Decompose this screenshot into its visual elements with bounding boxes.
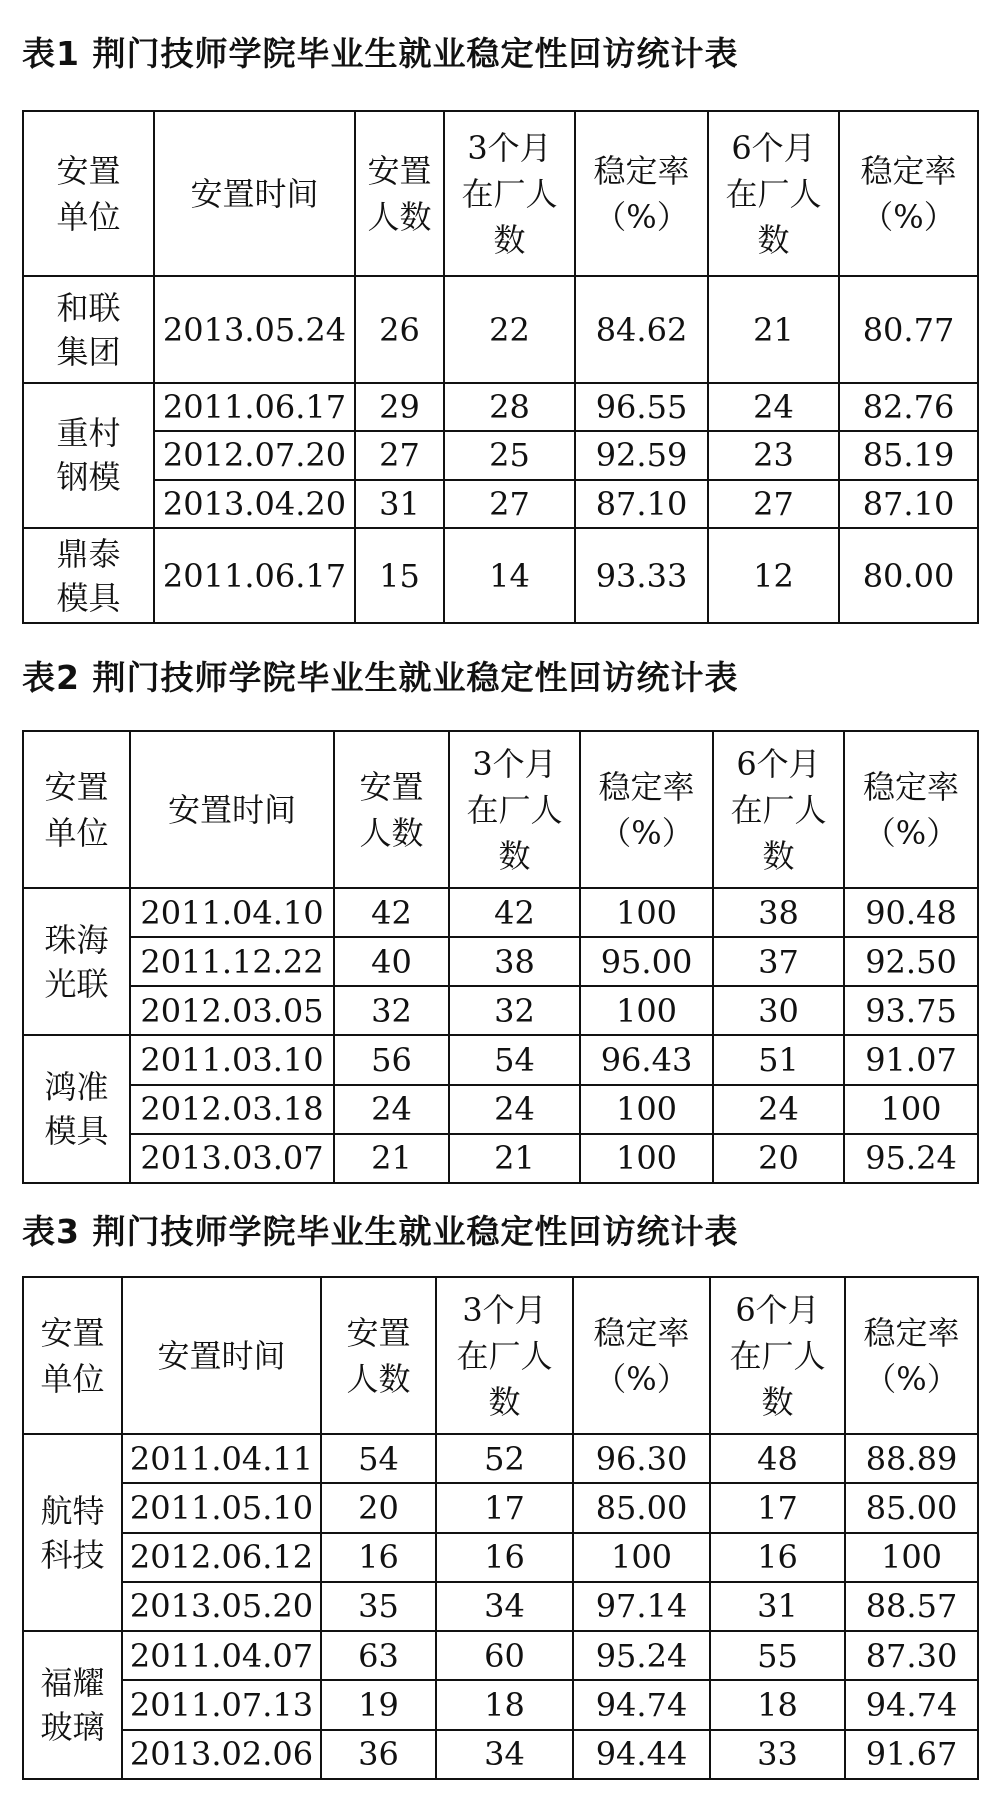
unit-cell — [23, 888, 130, 1035]
time-cell: 2012.03.18 — [130, 1085, 334, 1134]
header-3-month-count-text: 3个月在厂人数 — [456, 1290, 553, 1421]
unit-text: 鸿准模具 — [44, 1068, 109, 1151]
3-month-count-cell: 42 — [449, 888, 580, 937]
unit-cell — [23, 1035, 130, 1182]
6-month-rate-cell: 91.07 — [844, 1035, 978, 1084]
header-6-month-rate-text: 稳定率（%） — [863, 1313, 960, 1398]
3-month-count-cell: 34 — [436, 1730, 573, 1779]
header-count — [355, 111, 444, 276]
6-month-rate-cell: 100 — [845, 1533, 978, 1582]
header-6-month-count — [710, 1277, 845, 1434]
3-month-rate-cell: 100 — [580, 888, 713, 937]
3-month-rate-cell: 94.74 — [573, 1680, 710, 1729]
6-month-count-cell: 16 — [710, 1533, 845, 1582]
3-month-count-cell: 38 — [449, 937, 580, 986]
header-3-month-count-text: 3个月在厂人数 — [461, 128, 558, 259]
header-3-month-rate — [580, 731, 713, 888]
header-3-month-rate-text: 稳定率（%） — [593, 151, 690, 236]
6-month-count-cell: 24 — [713, 1085, 844, 1134]
6-month-rate-cell: 91.67 — [845, 1730, 978, 1779]
unit-cell — [23, 528, 154, 623]
header-6-month-count-text: 6个月在厂人数 — [725, 128, 822, 259]
3-month-rate-cell: 100 — [580, 1134, 713, 1183]
table-row — [23, 276, 978, 382]
count-cell: 54 — [321, 1434, 436, 1483]
count-cell: 29 — [355, 383, 444, 431]
table-1-caption: 表1 荆门技师学院毕业生就业稳定性回访统计表 — [22, 34, 739, 73]
time-cell: 2013.03.07 — [130, 1134, 334, 1183]
table-1 — [22, 110, 979, 624]
header-3-month-count — [444, 111, 575, 276]
header-count-text: 安置人数 — [367, 151, 432, 236]
header-6-month-count-text: 6个月在厂人数 — [729, 1290, 826, 1421]
3-month-count-cell: 52 — [436, 1434, 573, 1483]
time-cell: 2011.03.10 — [130, 1035, 334, 1084]
time-cell: 2012.06.12 — [122, 1533, 321, 1582]
table-row — [23, 480, 978, 528]
header-3-month-count — [449, 731, 580, 888]
table-2 — [22, 730, 979, 1184]
header-unit-text: 安置单位 — [44, 767, 109, 852]
header-3-month-count-text: 3个月在厂人数 — [466, 744, 563, 875]
header-unit-text: 安置单位 — [56, 151, 121, 236]
header-6-month-rate — [839, 111, 978, 276]
3-month-count-cell: 27 — [444, 480, 575, 528]
header-3-month-rate-text: 稳定率（%） — [593, 1313, 690, 1398]
6-month-count-cell: 17 — [710, 1483, 845, 1532]
header-6-month-rate-text: 稳定率（%） — [862, 767, 959, 852]
time-cell: 2013.02.06 — [122, 1730, 321, 1779]
count-cell: 15 — [355, 528, 444, 623]
table-row — [23, 1483, 978, 1532]
unit-cell — [23, 383, 154, 528]
3-month-rate-cell: 100 — [573, 1533, 710, 1582]
header-unit-text: 安置单位 — [40, 1313, 105, 1398]
6-month-count-cell: 51 — [713, 1035, 844, 1084]
6-month-count-cell: 20 — [713, 1134, 844, 1183]
3-month-count-cell: 16 — [436, 1533, 573, 1582]
count-cell: 35 — [321, 1582, 436, 1631]
header-count-text: 安置人数 — [346, 1313, 411, 1398]
unit-cell — [23, 276, 154, 382]
6-month-rate-cell: 80.00 — [839, 528, 978, 623]
table-row — [23, 1085, 978, 1134]
6-month-count-cell: 48 — [710, 1434, 845, 1483]
count-cell: 63 — [321, 1631, 436, 1680]
6-month-rate-cell: 90.48 — [844, 888, 978, 937]
header-6-month-count — [708, 111, 839, 276]
3-month-rate-cell: 95.24 — [573, 1631, 710, 1680]
header-row — [23, 111, 978, 276]
6-month-count-cell: 31 — [710, 1582, 845, 1631]
3-month-rate-cell: 92.59 — [575, 431, 708, 479]
6-month-count-cell: 37 — [713, 937, 844, 986]
unit-text: 和联集团 — [56, 288, 121, 371]
header-count — [321, 1277, 436, 1434]
6-month-rate-cell: 100 — [844, 1085, 978, 1134]
6-month-count-cell: 21 — [708, 276, 839, 382]
count-cell: 32 — [334, 986, 449, 1035]
6-month-rate-cell: 80.77 — [839, 276, 978, 382]
table-row — [23, 888, 978, 937]
time-cell: 2011.04.07 — [122, 1631, 321, 1680]
6-month-rate-cell: 88.57 — [845, 1582, 978, 1631]
count-cell: 21 — [334, 1134, 449, 1183]
header-6-month-rate — [845, 1277, 978, 1434]
table-3-caption: 表3 荆门技师学院毕业生就业稳定性回访统计表 — [22, 1212, 739, 1251]
count-cell: 16 — [321, 1533, 436, 1582]
table-row — [23, 431, 978, 479]
header-time: 安置时间 — [130, 731, 334, 888]
table-3 — [22, 1276, 979, 1780]
3-month-count-cell: 14 — [444, 528, 575, 623]
table-row — [23, 383, 978, 431]
3-month-count-cell: 18 — [436, 1680, 573, 1729]
time-cell: 2011.06.17 — [154, 383, 355, 431]
unit-text: 重村钢模 — [56, 414, 121, 497]
time-cell: 2011.07.13 — [122, 1680, 321, 1729]
3-month-rate-cell: 97.14 — [573, 1582, 710, 1631]
header-time: 安置时间 — [122, 1277, 321, 1434]
unit-text: 鼎泰模具 — [56, 534, 121, 617]
6-month-rate-cell: 88.89 — [845, 1434, 978, 1483]
header-3-month-rate — [573, 1277, 710, 1434]
3-month-rate-cell: 95.00 — [580, 937, 713, 986]
time-cell: 2011.06.17 — [154, 528, 355, 623]
3-month-count-cell: 32 — [449, 986, 580, 1035]
count-cell: 40 — [334, 937, 449, 986]
table-row — [23, 1680, 978, 1729]
6-month-count-cell: 12 — [708, 528, 839, 623]
6-month-rate-cell: 94.74 — [845, 1680, 978, 1729]
header-unit — [23, 731, 130, 888]
header-time: 安置时间 — [154, 111, 355, 276]
3-month-rate-cell: 100 — [580, 1085, 713, 1134]
table-row — [23, 1434, 978, 1483]
6-month-count-cell: 55 — [710, 1631, 845, 1680]
count-cell: 36 — [321, 1730, 436, 1779]
3-month-count-cell: 21 — [449, 1134, 580, 1183]
header-row — [23, 1277, 978, 1434]
count-cell: 24 — [334, 1085, 449, 1134]
6-month-count-cell: 18 — [710, 1680, 845, 1729]
6-month-rate-cell: 92.50 — [844, 937, 978, 986]
6-month-rate-cell: 93.75 — [844, 986, 978, 1035]
3-month-count-cell: 28 — [444, 383, 575, 431]
table-row — [23, 1533, 978, 1582]
time-cell: 2013.05.24 — [154, 276, 355, 382]
count-cell: 20 — [321, 1483, 436, 1532]
header-row — [23, 731, 978, 888]
table-row — [23, 1631, 978, 1680]
table-row — [23, 1730, 978, 1779]
unit-text: 航特科技 — [40, 1491, 105, 1574]
3-month-count-cell: 34 — [436, 1582, 573, 1631]
table-row — [23, 1134, 978, 1183]
6-month-count-cell: 33 — [710, 1730, 845, 1779]
3-month-rate-cell: 87.10 — [575, 480, 708, 528]
3-month-rate-cell: 93.33 — [575, 528, 708, 623]
3-month-rate-cell: 100 — [580, 986, 713, 1035]
header-count-text: 安置人数 — [359, 767, 424, 852]
time-cell: 2011.04.11 — [122, 1434, 321, 1483]
header-6-month-count — [713, 731, 844, 888]
table-2-caption: 表2 荆门技师学院毕业生就业稳定性回访统计表 — [22, 658, 739, 697]
3-month-count-cell: 60 — [436, 1631, 573, 1680]
table-row — [23, 1035, 978, 1084]
6-month-rate-cell: 82.76 — [839, 383, 978, 431]
count-cell: 19 — [321, 1680, 436, 1729]
table-row — [23, 986, 978, 1035]
time-cell: 2011.05.10 — [122, 1483, 321, 1532]
3-month-rate-cell: 94.44 — [573, 1730, 710, 1779]
6-month-rate-cell: 87.10 — [839, 480, 978, 528]
time-cell: 2012.07.20 — [154, 431, 355, 479]
time-cell: 2013.05.20 — [122, 1582, 321, 1631]
count-cell: 26 — [355, 276, 444, 382]
6-month-rate-cell: 87.30 — [845, 1631, 978, 1680]
unit-cell — [23, 1434, 122, 1631]
3-month-rate-cell: 96.55 — [575, 383, 708, 431]
header-3-month-rate-text: 稳定率（%） — [598, 767, 695, 852]
table-row — [23, 1582, 978, 1631]
3-month-rate-cell: 85.00 — [573, 1483, 710, 1532]
time-cell: 2011.12.22 — [130, 937, 334, 986]
6-month-count-cell: 38 — [713, 888, 844, 937]
count-cell: 56 — [334, 1035, 449, 1084]
header-6-month-count-text: 6个月在厂人数 — [730, 744, 827, 875]
count-cell: 31 — [355, 480, 444, 528]
header-count — [334, 731, 449, 888]
3-month-count-cell: 25 — [444, 431, 575, 479]
6-month-count-cell: 30 — [713, 986, 844, 1035]
count-cell: 27 — [355, 431, 444, 479]
count-cell: 42 — [334, 888, 449, 937]
6-month-count-cell: 27 — [708, 480, 839, 528]
unit-text: 珠海光联 — [44, 920, 109, 1003]
time-cell: 2012.03.05 — [130, 986, 334, 1035]
3-month-count-cell: 24 — [449, 1085, 580, 1134]
3-month-rate-cell: 84.62 — [575, 276, 708, 382]
header-3-month-rate — [575, 111, 708, 276]
3-month-count-cell: 22 — [444, 276, 575, 382]
time-cell: 2011.04.10 — [130, 888, 334, 937]
6-month-rate-cell: 85.19 — [839, 431, 978, 479]
header-unit — [23, 111, 154, 276]
3-month-count-cell: 54 — [449, 1035, 580, 1084]
6-month-rate-cell: 85.00 — [845, 1483, 978, 1532]
unit-cell — [23, 1631, 122, 1779]
header-3-month-count — [436, 1277, 573, 1434]
3-month-count-cell: 17 — [436, 1483, 573, 1532]
6-month-rate-cell: 95.24 — [844, 1134, 978, 1183]
table-row — [23, 528, 978, 623]
table-row — [23, 937, 978, 986]
unit-text: 福耀玻璃 — [40, 1664, 105, 1747]
6-month-count-cell: 23 — [708, 431, 839, 479]
6-month-count-cell: 24 — [708, 383, 839, 431]
time-cell: 2013.04.20 — [154, 480, 355, 528]
header-6-month-rate-text: 稳定率（%） — [860, 151, 957, 236]
header-6-month-rate — [844, 731, 978, 888]
3-month-rate-cell: 96.30 — [573, 1434, 710, 1483]
header-unit — [23, 1277, 122, 1434]
3-month-rate-cell: 96.43 — [580, 1035, 713, 1084]
